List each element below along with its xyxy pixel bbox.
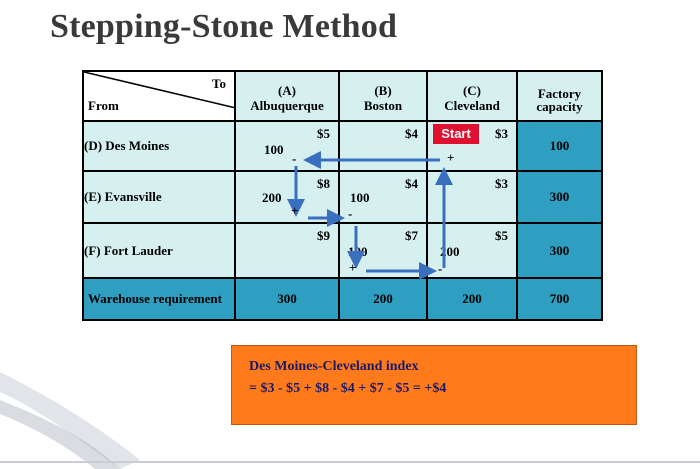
transportation-table <box>82 70 603 321</box>
from-label: From <box>88 98 119 113</box>
cell-allocation: 200 <box>440 244 460 259</box>
cell-cost: $7 <box>405 228 418 243</box>
cell-e-c <box>427 171 517 223</box>
capacity-header <box>517 71 602 121</box>
cell-cost: $8 <box>317 176 330 191</box>
requirement-b <box>339 278 427 320</box>
start-badge: Start <box>433 124 479 144</box>
plus-sign-fb: + <box>349 260 357 275</box>
cell-allocation: 200 <box>262 190 282 205</box>
column-name: Boston <box>363 97 403 113</box>
column-name: Cleveland <box>444 97 500 113</box>
column-header-a <box>235 71 339 121</box>
capacity-value: 300 <box>549 242 570 258</box>
requirement-total-value: 700 <box>549 291 570 306</box>
index-formula: = $3 - $5 + $8 - $4 + $7 - $5 = +$4 <box>249 381 447 396</box>
index-calculation-box <box>231 345 637 425</box>
requirement-value: 200 <box>462 291 482 306</box>
row-label-e: (E) Evansville <box>83 171 235 223</box>
plus-sign-ea: + <box>291 203 299 218</box>
cell-f-a <box>235 223 339 278</box>
cell-cost: $5 <box>317 126 330 141</box>
cell-cost: $9 <box>317 228 330 243</box>
capacity-header-label: Factory capacity <box>536 86 583 114</box>
cell-cost: $4 <box>405 126 418 141</box>
slide-title: Stepping-Stone Method <box>50 8 398 45</box>
cell-cost: $3 <box>495 126 508 141</box>
requirement-value: 200 <box>373 291 393 306</box>
requirement-total <box>517 278 602 320</box>
row-label-f: (F) Fort Lauder <box>83 223 235 278</box>
minus-sign-da: - <box>292 151 297 166</box>
corner-header-cell <box>83 71 235 121</box>
cell-allocation: 100 <box>264 142 284 157</box>
cell-d-b <box>339 121 427 171</box>
column-header-b <box>339 71 427 121</box>
capacity-e <box>517 171 602 223</box>
column-header-c <box>427 71 517 121</box>
cell-d-c <box>427 121 517 171</box>
column-code: (B) <box>374 82 392 98</box>
capacity-value: 100 <box>549 138 570 153</box>
capacity-d <box>517 121 602 171</box>
cell-cost: $3 <box>495 176 508 191</box>
index-title: Des Moines-Cleveland index <box>249 359 419 374</box>
requirement-a <box>235 278 339 320</box>
cell-cost: $5 <box>495 228 508 243</box>
minus-sign-eb: - <box>348 206 353 221</box>
cell-cost: $4 <box>405 176 418 191</box>
requirement-c <box>427 278 517 320</box>
footer-label-cell <box>83 278 235 320</box>
cell-e-a <box>235 171 339 223</box>
capacity-value: 300 <box>549 189 570 204</box>
to-label: To <box>212 76 226 91</box>
requirement-value: 300 <box>277 291 297 306</box>
column-code: (A) <box>277 82 297 98</box>
column-code: (C) <box>462 82 482 98</box>
cell-allocation: 100 <box>350 190 370 205</box>
column-name: Albuquerque <box>250 97 324 113</box>
cell-allocation: 100 <box>348 244 368 259</box>
minus-sign-fc: - <box>438 261 443 276</box>
capacity-f <box>517 223 602 278</box>
row-label-d: (D) Des Moines <box>83 121 235 171</box>
plus-sign-dc: + <box>447 150 455 165</box>
cell-d-a <box>235 121 339 171</box>
warehouse-requirement-label: Warehouse requirement <box>88 291 222 306</box>
